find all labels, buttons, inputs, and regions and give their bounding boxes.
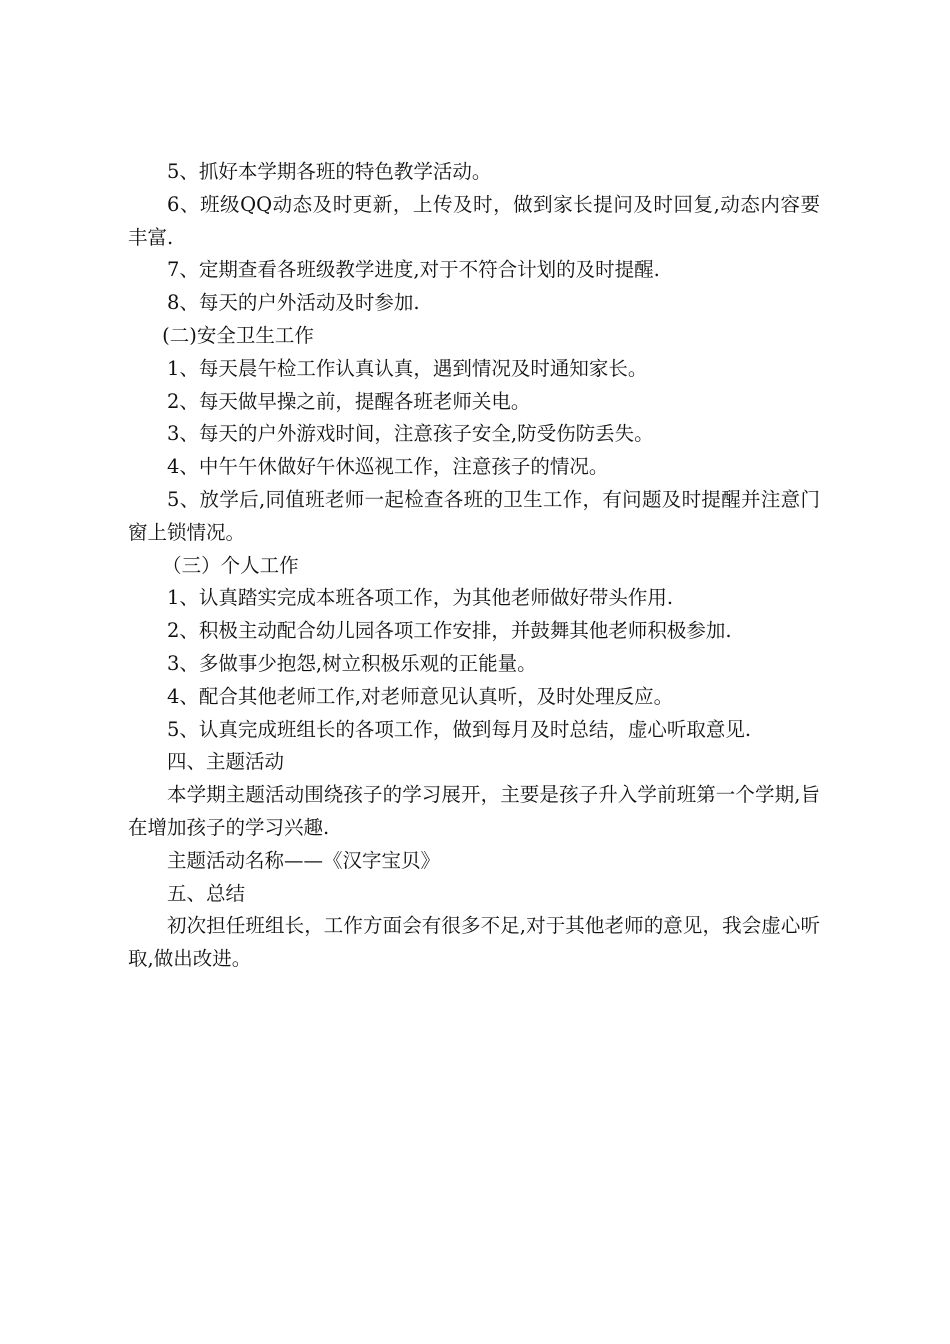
- paragraph-personal-1: 1、认真踏实完成本班各项工作，为其他老师做好带头作用.: [167, 586, 674, 610]
- paragraph-safety-4: 4、中午午休做好午休巡视工作，注意孩子的情况。: [167, 455, 609, 479]
- section-heading-safety-hygiene: (二)安全卫生工作: [162, 323, 314, 347]
- paragraph-personal-4: 4、配合其他老师工作,对老师意见认真听，及时处理反应。: [167, 684, 674, 708]
- paragraph-theme-name: 主题活动名称——《汉字宝贝》: [167, 848, 441, 872]
- paragraph-item-7-progress-check: 7、定期查看各班级教学进度,对于不符合计划的及时提醒.: [167, 258, 660, 282]
- paragraph-item-6-qq-updates: 6、班级QQ动态及时更新，上传及时，做到家长提问及时回复,动态内容要丰富.: [128, 192, 820, 249]
- paragraph-personal-2: 2、积极主动配合幼儿园各项工作安排，并鼓舞其他老师积极参加.: [167, 619, 732, 643]
- paragraph-safety-3: 3、每天的户外游戏时间，注意孩子安全,防受伤防丢失。: [167, 422, 654, 446]
- section-heading-personal-work: （三）个人工作: [162, 553, 299, 577]
- paragraph-theme-description: 本学期主题活动围绕孩子的学习展开，主要是孩子升入学前班第一个学期,旨在增加孩子的学习兴趣.: [128, 783, 820, 839]
- paragraph-safety-1: 1、每天晨午检工作认真认真，遇到情况及时通知家长。: [167, 356, 648, 380]
- document-body: [128, 156, 820, 976]
- section-heading-theme-activity: 四、主题活动: [167, 750, 285, 774]
- paragraph-item-8-outdoor-activity: 8、每天的户外活动及时参加.: [167, 291, 420, 315]
- paragraph-personal-3: 3、多做事少抱怨,树立积极乐观的正能量。: [167, 651, 537, 675]
- paragraph-item-5-special-teaching: 5、抓好本学期各班的特色教学活动。: [167, 160, 492, 183]
- paragraph-summary: 初次担任班组长，工作方面会有很多不足,对于其他老师的意见，我会虚心听取,做出改进。: [128, 914, 820, 971]
- paragraph-safety-2: 2、每天做早操之前，提醒各班老师关电。: [167, 389, 531, 413]
- section-heading-summary: 五、总结: [167, 881, 246, 905]
- paragraph-personal-5: 5、认真完成班组长的各项工作，做到每月及时总结，虚心听取意见.: [167, 717, 752, 741]
- paragraph-safety-5: 5、放学后,同值班老师一起检查各班的卫生工作，有问题及时提醒并注意门窗上锁情况。: [128, 487, 820, 544]
